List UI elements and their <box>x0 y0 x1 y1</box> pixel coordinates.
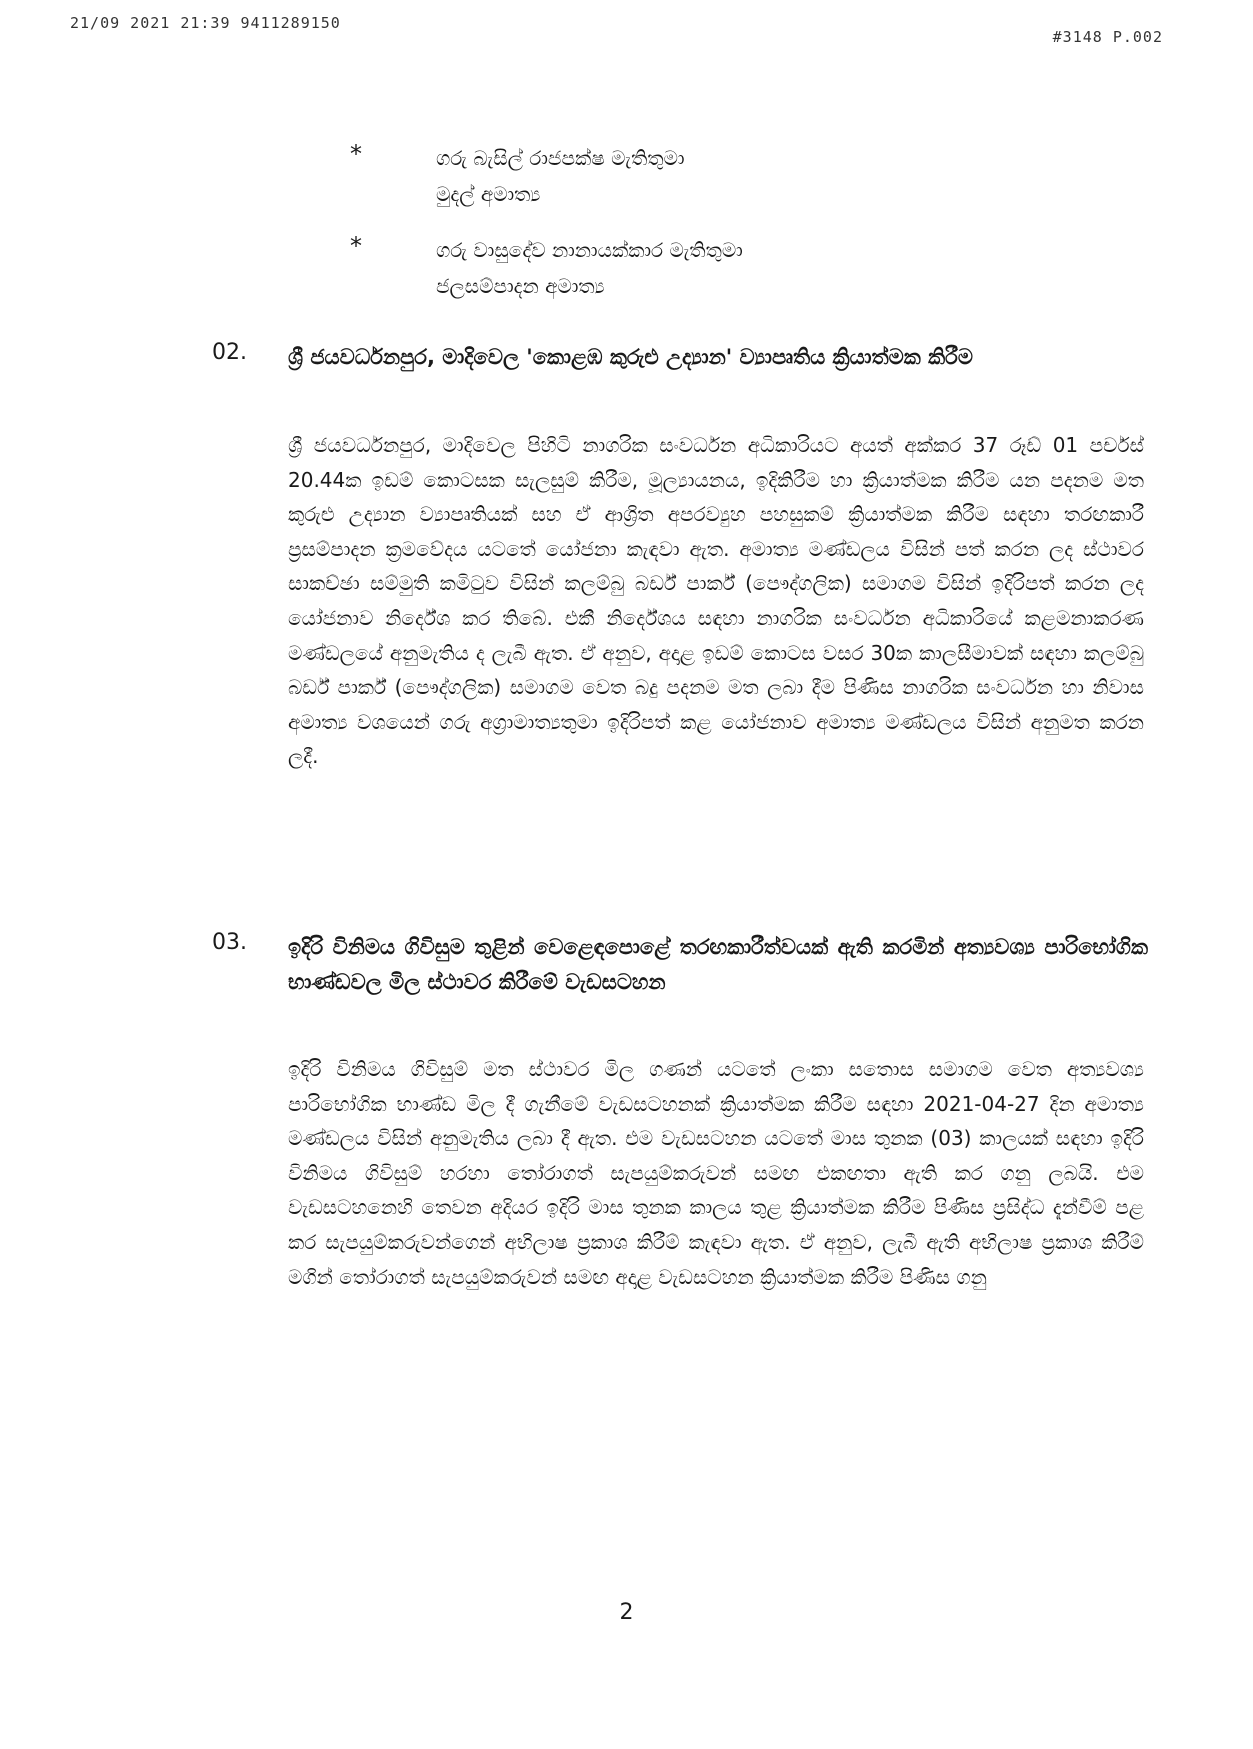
item-title: ඉදිරි විනිමය ගිවිසුම තුළින් වෙළෙඳපොළේ තරඟකාරීත්වයක් ඇති කරමින් අත්‍යවශ්‍ය පාරිභෝගික භාණ්ඩවල මිල ස්ථාවර කිරීමේ වැඩසටහන <box>288 935 1148 994</box>
fax-page-ref: #3148 P.002 <box>1052 28 1163 46</box>
item-body: ඉදිරි විනිමය ගිවිසුම් මත ස්ථාවර මිල ගණන් යටතේ ලංකා සතොස සමාගම වෙත අත්‍යවශ්‍ය පාරිභෝගික භාණ්ඩ මිල දී ගැනීමේ වැඩසටහනක් ක්‍රියාත්මක කිරීම සඳහා 2021-04-27 දින අමාත්‍ය මණ්ඩලය විසින් අනුමැතිය ලබා දී ඇත. එම වැඩසටහන යටතේ මාස තුනක (03) කාලයක් සඳහා ඉදිරි විනිමය ගිවිසුම් හරහා තෝරාගත් සැපයුම්කරුවන් සමඟ එකඟතා ඇති කර ගනු ලබයි. එම වැඩසටහනෙහි තෙවන අදියර ඉදිරි මාස තුනක කාලය තුළ ක්‍රියාත්මක කිරීම පිණිස ප්‍රසිද්ධ දැන්වීම් පළ කර සැපයුම්කරුවන්ගෙන් අභිලාෂ ප්‍රකාශ කිරීම් කැඳවා ඇත. ඒ අනුව, ලැබී ඇති අභිලාෂ ප්‍රකාශ කිරීම් මගින් තෝරාගත් සැපයුම්කරුවන් සමඟ අදාළ වැඩසටහන ක්‍රියාත්මක කිරීම පිණිස ගනු <box>288 1057 1144 1289</box>
fax-timestamp: 21/09 2021 21:39 9411289150 <box>70 14 341 32</box>
attendee-bullet: * <box>350 232 362 260</box>
attendee-title: මුදල් අමාත්‍ය <box>436 182 541 206</box>
fax-header <box>0 14 1253 46</box>
item-number: 02. <box>212 340 247 365</box>
item-title: ශ්‍රී ජයවර්ධනපුර, මාදිවෙල 'කොළඹ කුරුළු උද්‍යාන' ව්‍යාපෘතිය ක්‍රියාත්මක කිරීම <box>288 345 973 369</box>
attendee-name: ගරු බැසිල් රාජපක්ෂ මැතිතුමා <box>436 146 685 170</box>
attendee-title: ජලසම්පාදන අමාත්‍ය <box>436 274 605 298</box>
page-number: 2 <box>619 1600 634 1625</box>
attendee-bullet: * <box>350 140 362 168</box>
attendee-name: ගරු වාසුදේව නානායක්කාර මැතිතුමා <box>436 238 743 262</box>
item-body: ශ්‍රී ජයවර්ධනපුර, මාදිවෙල පිහිටි නාගරික සංවර්ධන අධිකාරියට අයත් අක්කර 37 රූඩ් 01 පර්චස් 20.44ක ඉඩම් කොටසක සැලසුම් කිරීම, මූල්‍යායනය, ඉදිකිරීම හා ක්‍රියාත්මක කිරීම යන පදනම මත කුරුළු උද්‍යාන ව්‍යාපෘතියක් සහ ඒ ආශ්‍රිත අපරව්‍යුහ පහසුකම් ක්‍රියාත්මක කිරීම සඳහා තරඟකාරී ප්‍රසම්පාදන ක්‍රමවේදය යටතේ යෝජනා කැඳවා ඇත. අමාත්‍ය මණ්ඩලය විසින් පත් කරන ලද ස්ථාවර සාකච්ඡා සම්මුති කමිටුව විසින් කලම්බු බර්ඩ් පාර්ක් (පෞද්ගලික) සමාගම විසින් ඉදිරිපත් කරන ලද යෝජනාව නිර්දේශ කර තිබේ. එකී නිර්දේශය සඳහා නාගරික සංවර්ධන අධිකාරියේ කළමනාකරණ මණ්ඩලයේ අනුමැතිය ද ලැබී ඇත. ඒ අනුව, අදාළ ඉඩම් කොටස වසර 30ක කාලසීමාවක් සඳහා කලම්බු බර්ඩ් පාර්ක් (පෞද්ගලික) සමාගම වෙත බදු පදනම මත ලබා දීම පිණිස නාගරික සංවර්ධන හා නිවාස අමාත්‍ය වශයෙන් ගරු අග්‍රාමාත්‍යතුමා ඉදිරිපත් කළ යෝජනාව අමාත්‍ය මණ්ඩලය විසින් අනුමත කරන ලදී. <box>288 433 1144 769</box>
item-number: 03. <box>212 930 247 955</box>
